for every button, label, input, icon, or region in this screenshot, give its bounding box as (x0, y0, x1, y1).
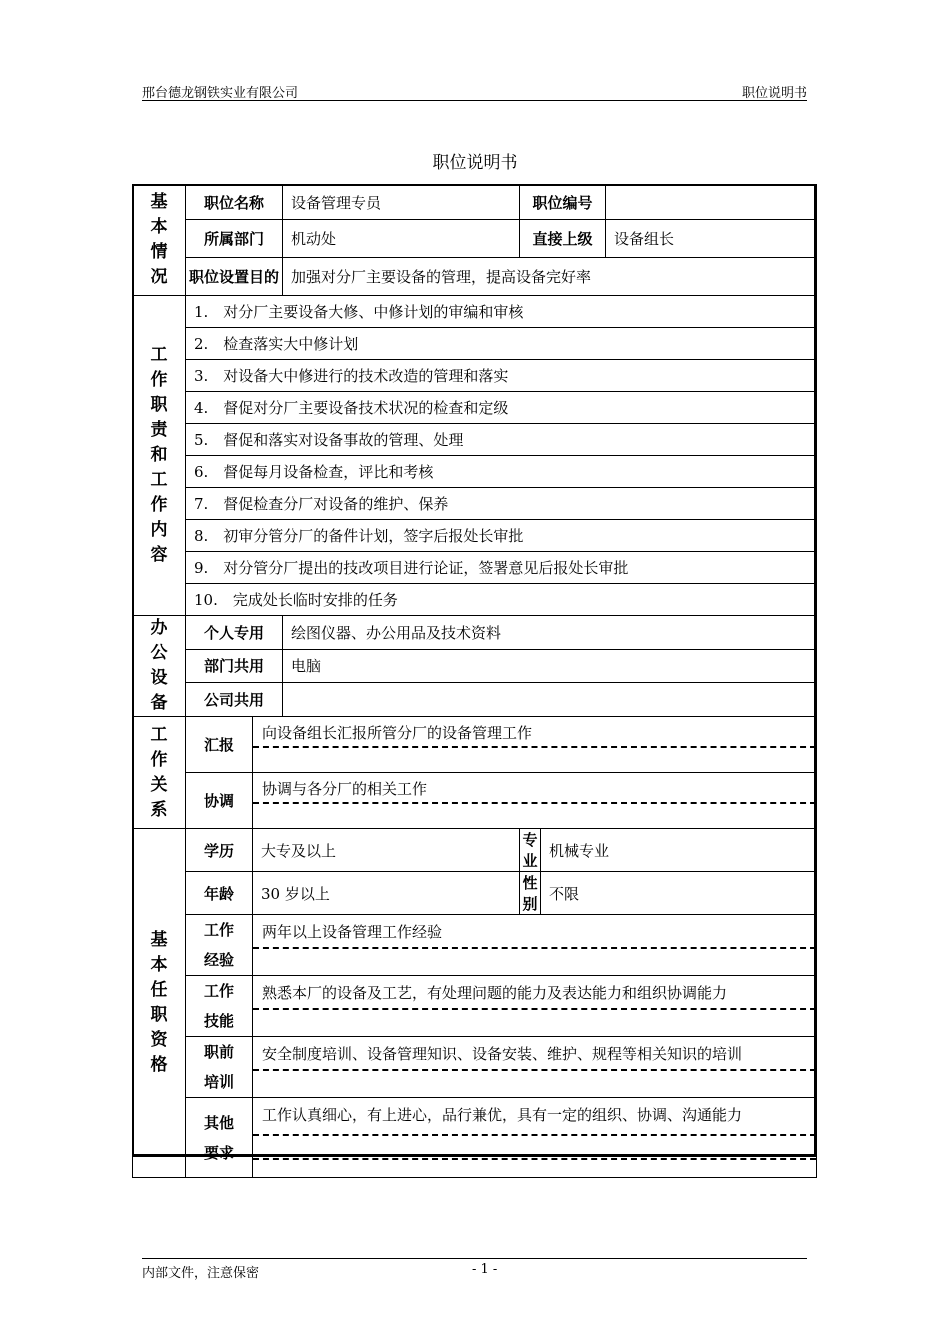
page-number: - 1 - (472, 1262, 498, 1277)
page-title: 职位说明书 (432, 153, 518, 173)
personal-use-label: 个人专用 (186, 616, 283, 650)
duty-item: 2. 检查落实大中修计划 (186, 328, 817, 360)
purpose-value: 加强对分厂主要设备的管理，提高设备完好率 (283, 258, 817, 296)
duty-item: 1. 对分厂主要设备大修、中修计划的审编和审核 (186, 296, 817, 328)
experience-cell (253, 915, 817, 976)
purpose-label: 职位设置目的 (186, 258, 283, 296)
confidential-note: 内部文件，注意保密 (142, 1266, 260, 1281)
education-label: 学历 (186, 829, 253, 872)
company-name: 邢台德龙钢铁实业有限公司 (142, 86, 299, 101)
major-value: 机械专业 (541, 829, 817, 872)
section-basic-info: 基本情况 (133, 185, 186, 296)
duty-item: 7. 督促检查分厂对设备的维护、保养 (186, 488, 817, 520)
experience-label: 工作 经验 (186, 915, 253, 976)
job-title-label: 职位名称 (186, 185, 283, 220)
job-code-label: 职位编号 (520, 185, 606, 220)
duty-item: 3. 对设备大中修进行的技术改造的管理和落实 (186, 360, 817, 392)
other-requirements-cell (253, 1098, 817, 1178)
age-label: 年龄 (186, 872, 253, 915)
other-requirements-label: 其他 要求 (186, 1098, 253, 1178)
report-cell (253, 717, 817, 773)
age-value: 30 岁以上 (253, 872, 520, 915)
dept-shared-value: 电脑 (283, 649, 817, 683)
duty-item: 10. 完成处长临时安排的任务 (186, 584, 817, 616)
page-header (142, 80, 807, 101)
page-footer (142, 1258, 807, 1281)
duty-item: 8. 初审分管分厂的备件计划，签字后报处长审批 (186, 520, 817, 552)
job-code-value (606, 185, 817, 220)
other-requirements-value: 工作认真细心，有上进心，品行兼优，具有一定的组织、协调、沟通能力 (262, 1106, 743, 1124)
duty-item: 4. 督促对分厂主要设备技术状况的检查和定级 (186, 392, 817, 424)
duty-item: 6. 督促每月设备检查，评比和考核 (186, 456, 817, 488)
job-description-table (132, 184, 817, 1178)
skills-label: 工作 技能 (186, 976, 253, 1037)
coordination-cell (253, 773, 817, 829)
department-value: 机动处 (283, 220, 520, 258)
report-value: 向设备组长汇报所管分厂的设备管理工作 (262, 724, 533, 742)
training-cell (253, 1037, 817, 1098)
section-qualifications: 基本任职资格 (133, 829, 186, 1178)
superior-value: 设备组长 (606, 220, 817, 258)
department-label: 所属部门 (186, 220, 283, 258)
training-value: 安全制度培训、设备管理知识、设备安装、维护、规程等相关知识的培训 (262, 1045, 743, 1063)
major-label: 专业 (520, 829, 541, 872)
header-doc-type: 职位说明书 (741, 86, 807, 101)
skills-value: 熟悉本厂的设备及工艺，有处理问题的能力及表达能力和组织协调能力 (262, 984, 728, 1002)
section-relations: 工作关系 (133, 717, 186, 829)
education-value: 大专及以上 (253, 829, 520, 872)
duty-item: 9. 对分管分厂提出的技改项目进行论证，签署意见后报处长审批 (186, 552, 817, 584)
job-title-value: 设备管理专员 (283, 185, 520, 220)
section-equipment: 办公设备 (133, 616, 186, 717)
training-label: 职前 培训 (186, 1037, 253, 1098)
superior-label: 直接上级 (520, 220, 606, 258)
company-shared-label: 公司共用 (186, 683, 283, 717)
coordination-value: 协调与各分厂的相关工作 (262, 780, 428, 798)
section-duties: 工作职责和工作内容 (133, 296, 186, 616)
skills-cell (253, 976, 817, 1037)
coordination-label: 协调 (186, 773, 253, 829)
duty-item: 5. 督促和落实对设备事故的管理、处理 (186, 424, 817, 456)
personal-use-value: 绘图仪器、办公用品及技术资料 (283, 616, 817, 650)
report-label: 汇报 (186, 717, 253, 773)
gender-value: 不限 (541, 872, 817, 915)
dept-shared-label: 部门共用 (186, 649, 283, 683)
experience-value: 两年以上设备管理工作经验 (262, 923, 443, 941)
gender-label: 性别 (520, 872, 541, 915)
company-shared-value (283, 683, 817, 717)
